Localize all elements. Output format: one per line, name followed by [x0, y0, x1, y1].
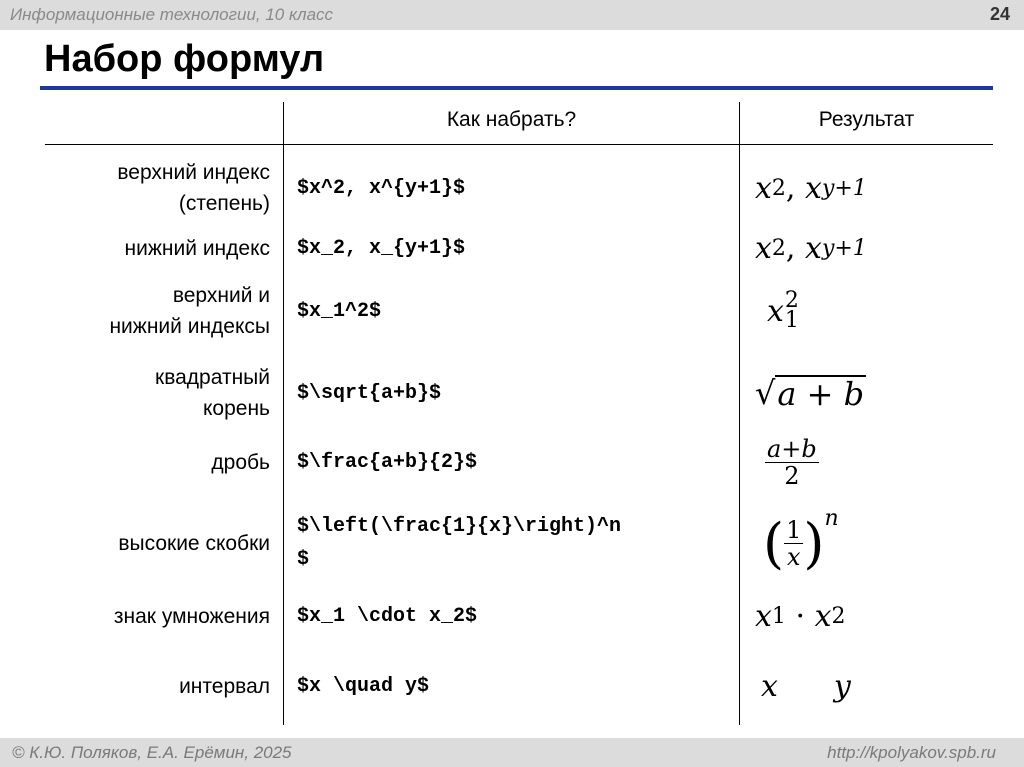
formula-result: $\frac{a+b}{2}$ — [767, 434, 817, 490]
footer-authors: © К.Ю. Поляков, Е.А. Ерёмин, 2025 — [12, 743, 292, 762]
row-description: квадратный корень — [155, 366, 270, 420]
row-description: нижний индекс — [124, 236, 270, 260]
column-header-how: Как набрать? — [446, 108, 577, 131]
table-row — [0, 278, 1024, 344]
table-row — [0, 664, 1024, 708]
page-number: 24 — [989, 4, 1010, 24]
row-description: дробь — [211, 450, 270, 474]
table-row — [0, 500, 1024, 586]
course-name: Информационные технологии, 10 класс — [10, 5, 334, 24]
table-row — [0, 150, 1024, 226]
row-description: верхний индекс (степень) — [117, 161, 270, 215]
latex-code: $\frac{a+b}{2}$ — [297, 450, 478, 474]
formula-result: x 2 , x y+1 — [755, 230, 867, 266]
formula-result: x 2 , x y+1 — [755, 170, 867, 206]
footer-url[interactable]: http://kpolyakov.spb.ru — [827, 743, 996, 762]
latex-code: $x_2, x_{y+1}$ — [297, 236, 466, 260]
title-underline — [40, 86, 993, 90]
latex-code: $\sqrt{a+b}$ — [297, 381, 442, 405]
latex-code: $\left(\frac{1}{x}\right)^n $ — [297, 515, 622, 571]
formula-result: x 1 · x 2 — [755, 598, 846, 634]
latex-code: $x^2, x^{y+1}$ — [297, 176, 466, 200]
latex-code: $x_1 \cdot x_2$ — [297, 604, 478, 628]
table-row — [0, 228, 1024, 268]
formula-result: √ a + b — [755, 374, 865, 413]
slide-title: Набор формул — [44, 38, 325, 80]
latex-code: $x \quad y$ — [297, 674, 430, 698]
table-row — [0, 594, 1024, 638]
formula-result: ( $\frac{1}{x}$ ) $^n$ — [763, 506, 839, 575]
table-header-divider — [45, 144, 993, 145]
table-row — [0, 358, 1024, 428]
slide-footer-bar — [0, 738, 1024, 767]
slide-header-bar — [0, 0, 1024, 30]
row-description: верхний и нижний индексы — [109, 284, 270, 338]
row-description: знак умножения — [113, 604, 270, 628]
column-header-result: Результат — [818, 108, 915, 131]
formula-result: x y — [761, 668, 851, 704]
row-description: высокие скобки — [118, 531, 270, 555]
row-description: интервал — [179, 674, 270, 698]
formula-result: x 2 1 — [767, 288, 799, 333]
latex-code: $x_1^2$ — [297, 299, 382, 323]
table-row — [0, 428, 1024, 496]
